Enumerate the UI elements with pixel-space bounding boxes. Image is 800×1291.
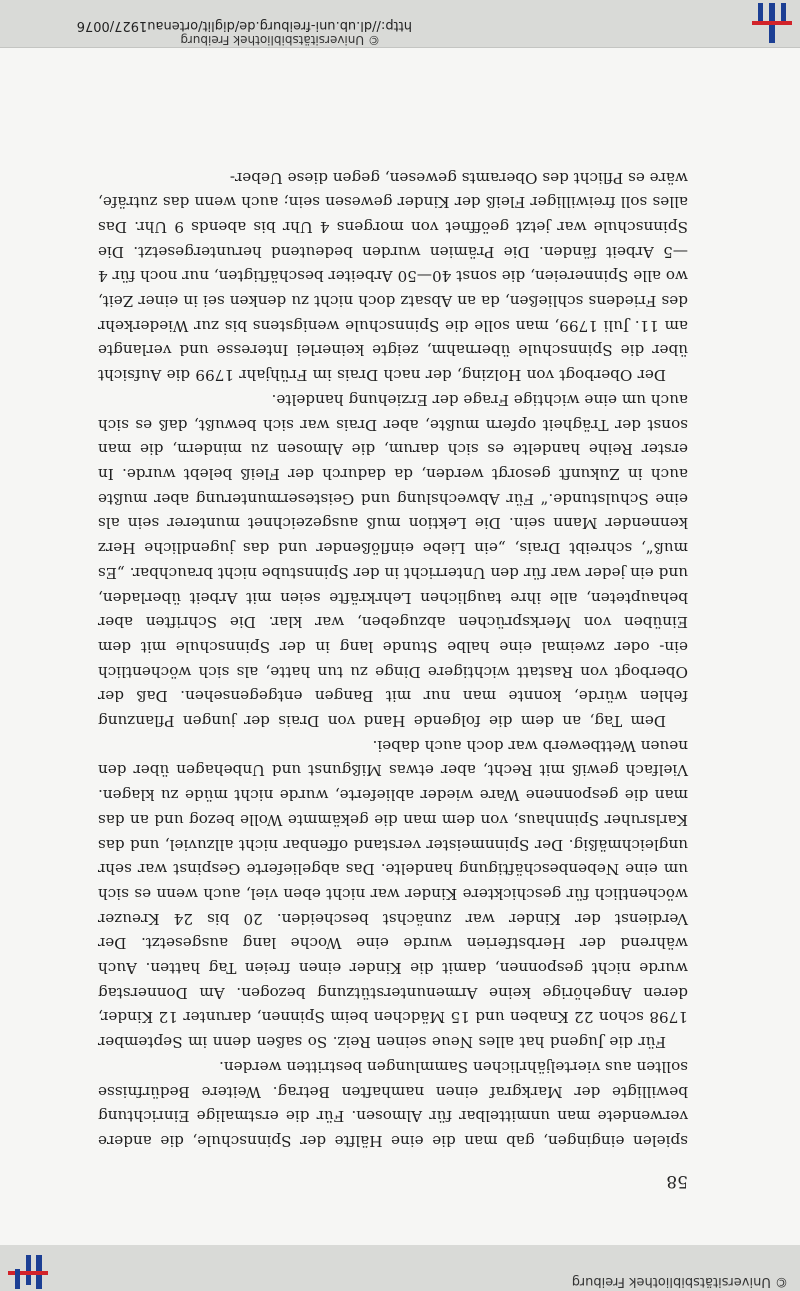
library-logo-icon (752, 3, 792, 43)
viewer-footer (0, 0, 800, 48)
paragraph: Der Oberbogt von Holzing, der nach Drais im Frühjahr 1799 die Aufsicht über die Spinnschule übernahm, zeigte keinerlei Interesse und verlangte am 11. Juli 1799, man solle die Spinnschule wenigstens bis zur Wiederkehr des Friedens schließen, da an Absatz doch nicht zu denken sei in einer Zeit, wo alle Spinnereien, die sonst 40—50 Arbeiter beschäftigten, nur noch für 4—5 Arbeit fänden. Die Prämien wurden bedeutend heruntergesetzt. Die Spinnschule war jetzt geöffnet von morgens 4 Uhr bis abends 9 Uhr. Das alles soll freiwilliger Fleiß der Kinder gewesen sein; auch wenn das zuträfe, wäre es Pflicht des Oberamts gewesen, gegen diese Ueber- (98, 168, 688, 385)
library-logo-icon (8, 1255, 48, 1289)
paragraph: spielen eingingen, gab man die eine Hälfte der Spinnschule, die andere verwendete man unmittelbar für Almosen. Für die erstmalige Einrichtung bewilligte der Markgraf einen namhaften Betrag. Weitere Bedürfnisse sollten aus vierteljährlichen Sammlungen bestritten werden. (98, 1057, 688, 1150)
permalink[interactable]: http://dl.ub.uni-freiburg.de/diglit/ortenau1927/0076 (76, 18, 412, 33)
viewer-header (0, 1244, 800, 1291)
copyright-notice: © Universitätsbibliothek Freiburg (571, 1274, 788, 1289)
page-number: 58 (666, 1171, 688, 1191)
page-body (98, 165, 688, 1153)
copyright-notice-footer: © Universitätsbibliothek Freiburg (180, 33, 380, 47)
scanned-page (0, 48, 800, 1245)
paragraph: Dem Tag, an dem die folgende Hand von Drais der jungen Pflanzung fehlen würde, konnte man nur mit Bangen entgegensehen. Daß der Oberbogt von Rastatt wichtigere Dinge zu tun hatte, als sich wöchentlich ein- oder zweimal eine halbe Stunde lang in der Spinnschule mit dem Einüben von Merksprüchen abzugeben, war klar. Die Schriften aber behaupteten, alle ihre tauglichen Lehrkräfte seien mit Arbeit überladen, und ein jeder war für den Unterricht in der Spinnstube nicht brauchbar. „Es muß“, schreibt Drais, „ein Liebe einflößender und das jugendliche Herz kennender Mann sein. Die Lektion muß ausgezeichnet munterer sein als eine Schulstunde.“ Für Abwechslung und Geistesermunterung aber mußte auch in Zukunft gesorgt werden, da dadurch der Fleiß belebt wurde. In erster Reihe handelte es sich darum, die Almosen zu mindern, die man sonst der Trägheit opfern mußte, aber Drais war sich bewußt, daß es sich auch um eine wichtige Frage der Erziehung handelte. (98, 390, 688, 731)
paragraph: Für die Jugend hat alles Neue seinen Reiz. So saßen denn im September 1798 schon 22 Knaben und 15 Mädchen beim Spinnen, darunter 12 Kinder, deren Angehörige keine Armenunterstützung bezogen. Am Donnerstag wurde nicht gesponnen, damit die Kinder einen freien Tag hatten. Auch während der Herbstferien wurde eine Woche lang ausgesetzt. Der Verdienst der Kinder war zunächst bescheiden. 20 bis 24 Kreuzer wöchentlich für geschicktere Kinder war nicht eben viel, auch wenn es sich um eine Nebenbeschäftigung handelte. Das abgelieferte Gespinst war sehr ungleichmäßig. Der Spinnmeister verstand offenbar nicht allzuviel, und das Karlsruher Spinnhaus, von dem man die gekämmte Wolle bezog und an das man die gesponnene Ware wieder ablieferte, wurde nicht müde zu klagen. Vielfach gewiß mit Recht, aber etwas Mißgunst und Unbehagen über den neuen Wettbewerb war doch auch dabei. (98, 736, 688, 1052)
